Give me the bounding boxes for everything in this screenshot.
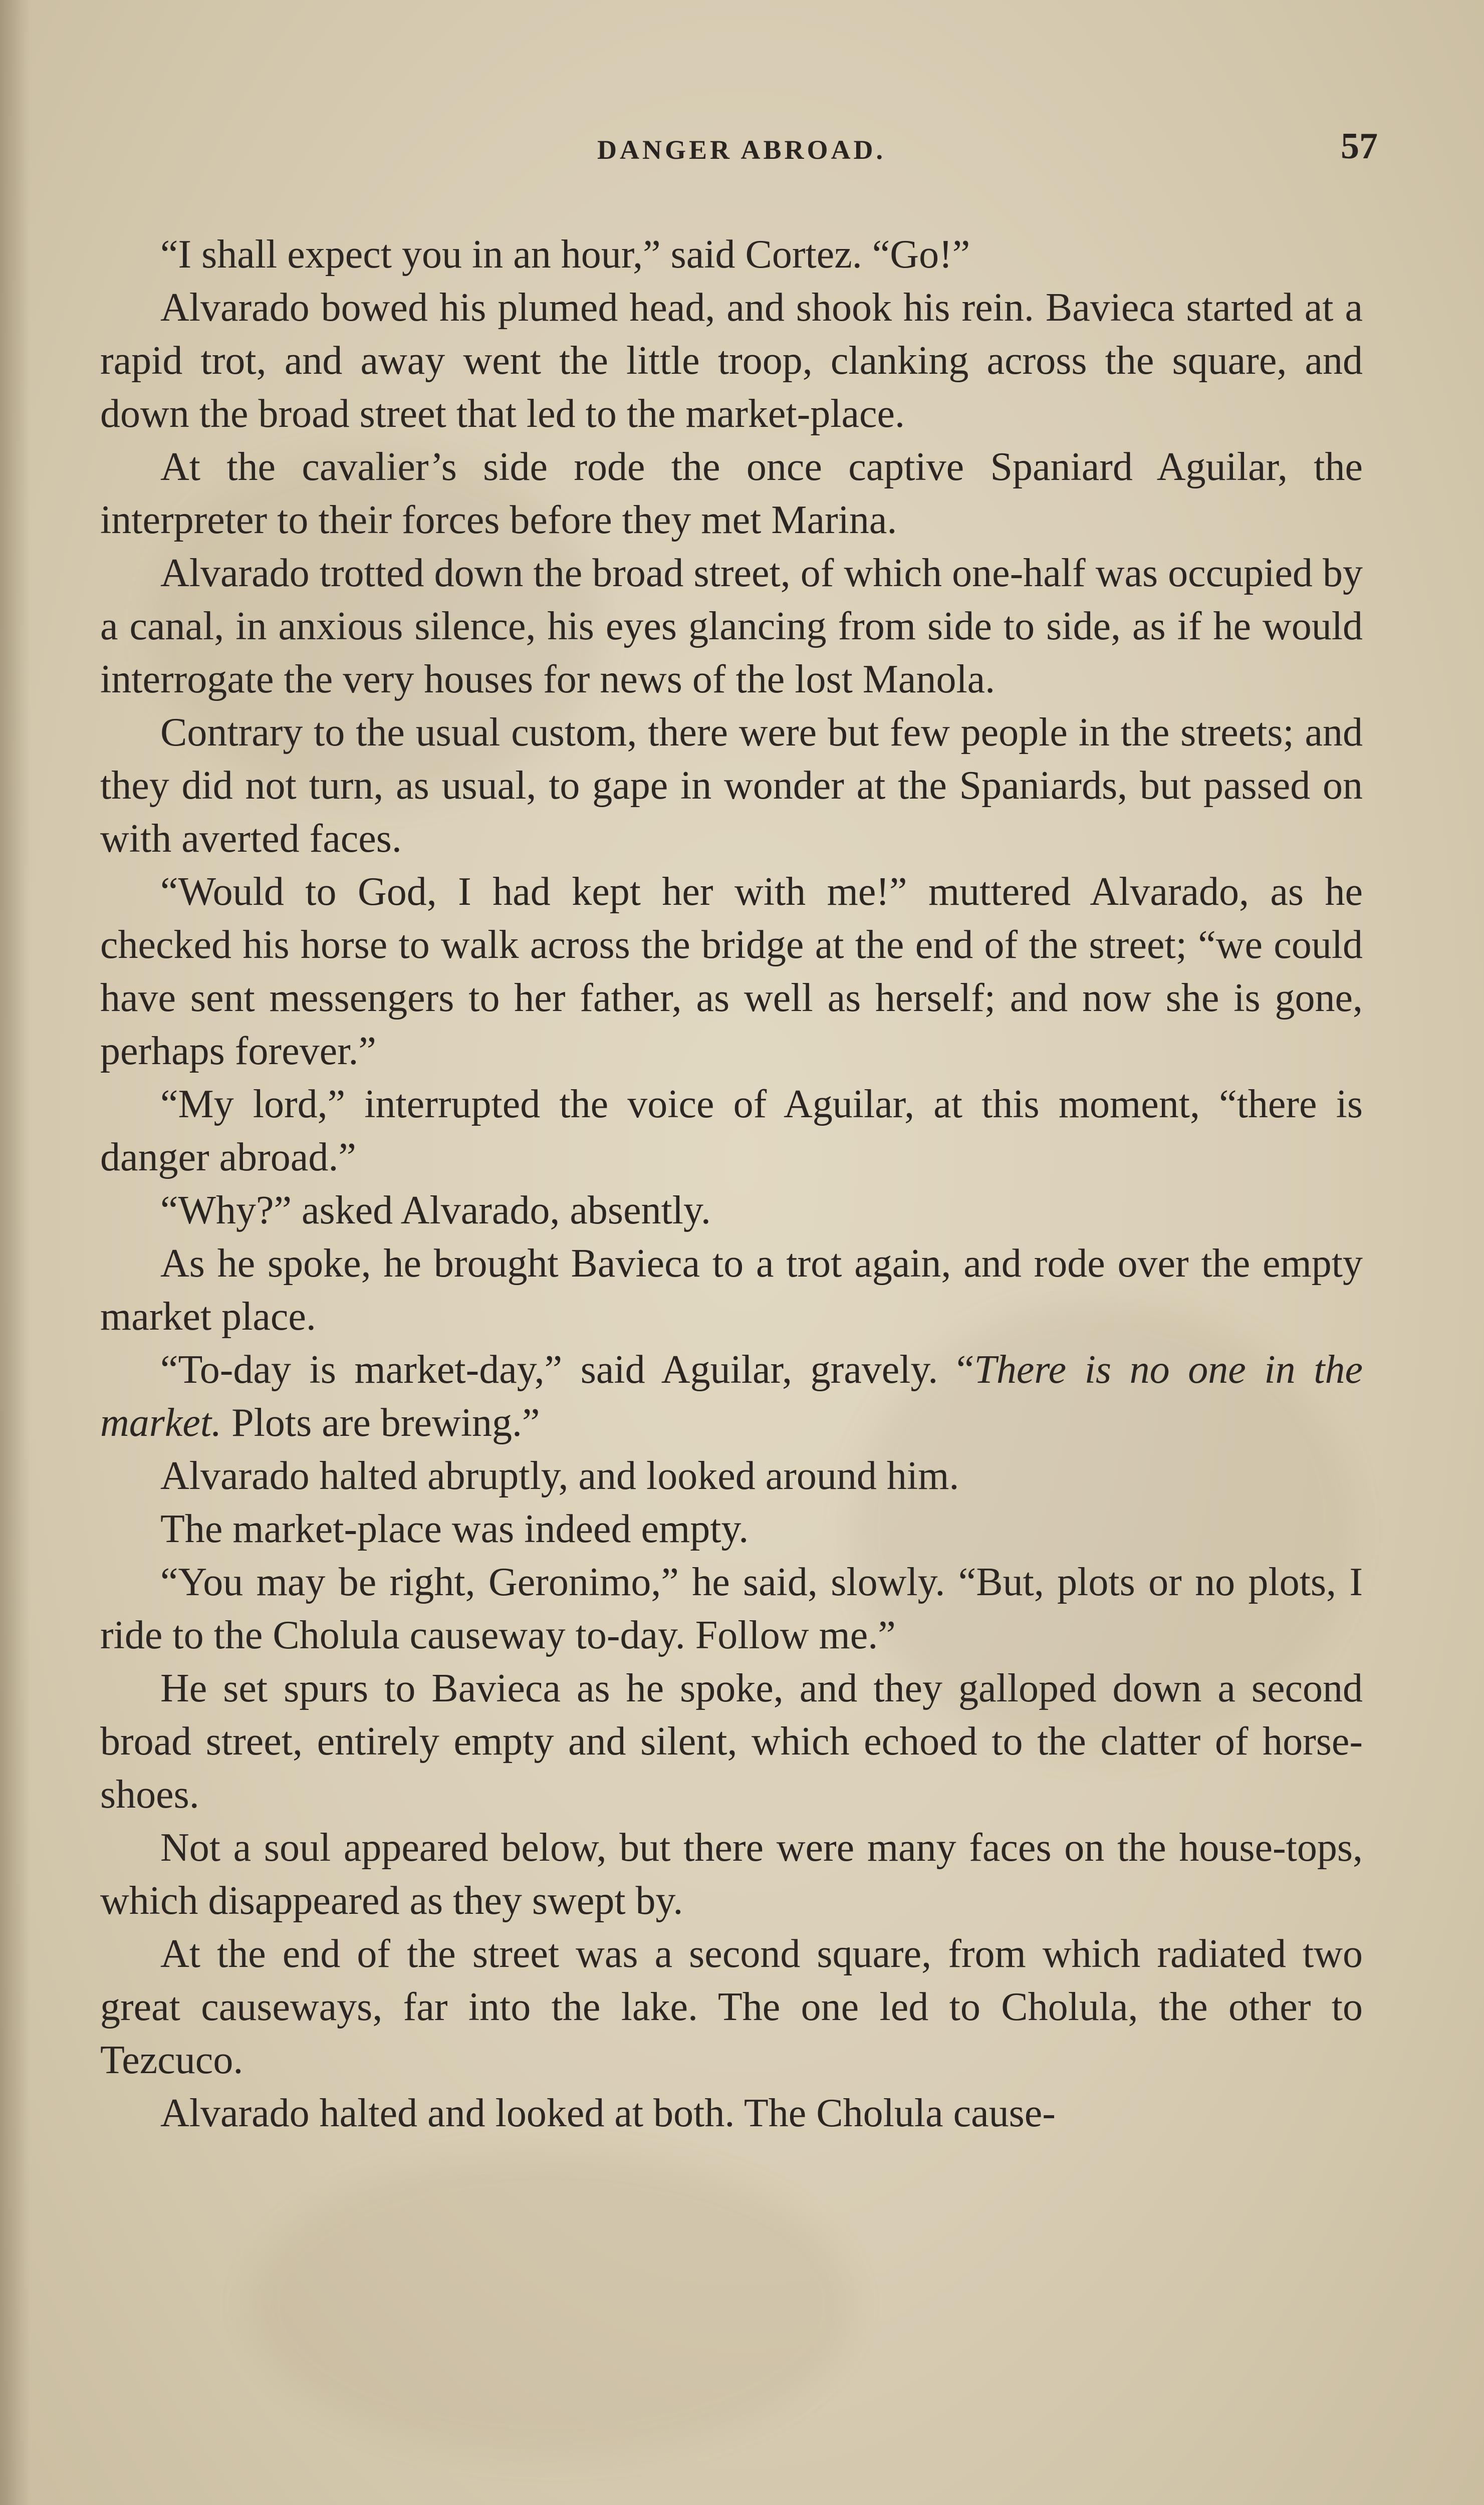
italic-text: There is no one in the market. bbox=[100, 1348, 1363, 1445]
page-edge-shadow bbox=[0, 0, 30, 2505]
paragraph: Alvarado bowed his plumed head, and shook his rein. Bavieca started at a rapid trot, and away went the little troop, clanking across the square, and down the broad street that led to the market-place. bbox=[100, 286, 1363, 436]
paragraph: “Would to God, I had kept her with me!” muttered Alvarado, as he checked his horse to walk across the bridge at the end of the street; “we could have sent messengers to her father, as well as herself; and now she is gone, perhaps forever.” bbox=[100, 870, 1363, 1073]
body-text bbox=[100, 228, 1363, 2140]
paragraph: Alvarado halted and looked at both. The Cholula cause- bbox=[160, 2091, 1056, 2135]
page-header bbox=[100, 125, 1383, 170]
paragraph-text: Plots are brewing.” bbox=[221, 1401, 540, 1445]
page-number: 57 bbox=[1341, 126, 1378, 167]
paragraph: Contrary to the usual custom, there were but few people in the streets; and they did not turn, as usual, to gape in wonder at the Spaniards, but passed on with averted faces. bbox=[100, 710, 1363, 861]
paragraph: “My lord,” interrupted the voice of Aguilar, at this moment, “there is danger abroad.” bbox=[100, 1082, 1363, 1179]
paragraph: “You may be right, Geronimo,” he said, slowly. “But, plots or no plots, I ride to the Cholula causeway to-day. Follow me.” bbox=[100, 1560, 1363, 1657]
paragraph: He set spurs to Bavieca as he spoke, and they galloped down a second broad street, entirely empty and silent, which echoed to the clatter of horse-shoes. bbox=[100, 1666, 1363, 1817]
paragraph: Alvarado halted abruptly, and looked around him. bbox=[160, 1454, 959, 1498]
paragraph bbox=[100, 1343, 1363, 1449]
paragraph: Alvarado trotted down the broad street, of which one-half was occupied by a canal, in anxious silence, his eyes glancing from side to side, as if he would interrogate the very houses for news of the lost Manola. bbox=[100, 551, 1363, 701]
paragraph: At the end of the street was a second square, from which radiated two great causeways, far into the lake. The one led to Cholula, the other to Tezcuco. bbox=[100, 1932, 1363, 2082]
paragraph: Not a soul appeared below, but there were many faces on the house-tops, which disappeared as they swept by. bbox=[100, 1826, 1363, 1923]
paragraph: The market-place was indeed empty. bbox=[160, 1507, 749, 1551]
paper-stain bbox=[251, 2154, 852, 2455]
paragraph: As he spoke, he brought Bavieca to a trot again, and rode over the empty market place. bbox=[100, 1241, 1363, 1339]
paragraph-text: “To-day is market-day,” said Aguilar, gravely. “ bbox=[160, 1348, 974, 1392]
running-title: DANGER ABROAD. bbox=[597, 135, 886, 165]
paragraph: “Why?” asked Alvarado, absently. bbox=[160, 1188, 711, 1232]
paragraph: “I shall expect you in an hour,” said Cortez. “Go!” bbox=[160, 232, 970, 277]
paragraph: At the cavalier’s side rode the once captive Spaniard Aguilar, the interpreter to their forces before they met Marina. bbox=[100, 445, 1363, 542]
